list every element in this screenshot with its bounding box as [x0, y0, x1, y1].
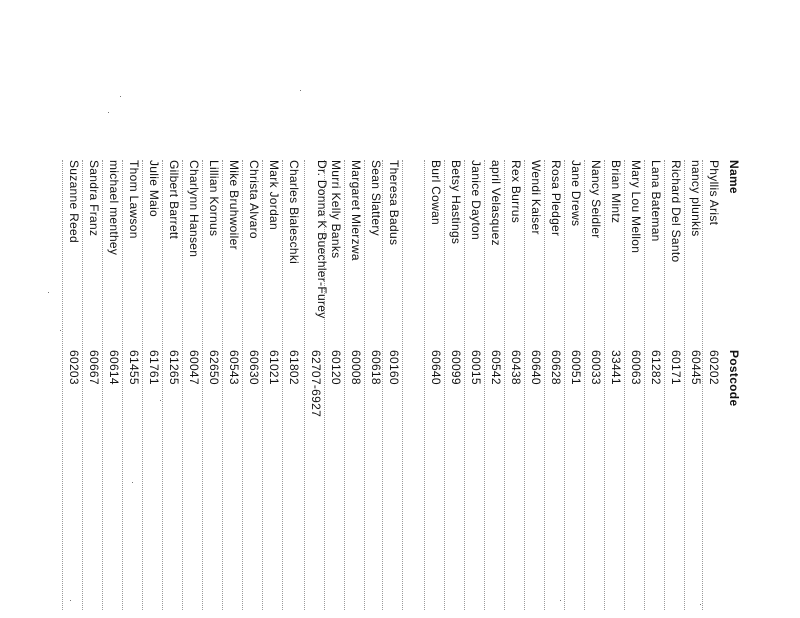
- row-name: Lillian Kornus: [207, 160, 221, 237]
- scan-speck: [120, 96, 121, 97]
- table-row: [527, 160, 545, 610]
- table-row: [65, 160, 83, 610]
- scan-speck: [160, 400, 161, 401]
- row-postcode: 60099: [449, 350, 463, 385]
- row-postcode: 60618: [369, 350, 383, 385]
- table-row: [245, 160, 263, 610]
- row-postcode: 60667: [87, 350, 101, 385]
- contact-table: [43, 160, 743, 610]
- row-postcode: 62650: [207, 350, 221, 385]
- row-postcode: 60445: [689, 350, 703, 385]
- row-name: Julie Maio: [147, 160, 161, 218]
- row-name: Rex Burrus: [509, 160, 523, 224]
- table-row: [85, 160, 103, 610]
- scan-speck: [70, 600, 71, 601]
- row-name: Christa Alvaro: [247, 160, 261, 239]
- row-name: Mark Jordan: [267, 160, 281, 230]
- row-name: Lana Bateman: [649, 160, 663, 242]
- row-postcode: 60120: [329, 350, 343, 385]
- row-postcode: 60202: [707, 350, 721, 385]
- row-name: nancy plunkis: [689, 160, 703, 237]
- row-postcode: 60614: [107, 350, 121, 385]
- row-postcode: 61455: [127, 350, 141, 385]
- table-row: [507, 160, 525, 610]
- row-postcode: 61761: [147, 350, 161, 385]
- row-postcode: 62707-6927: [309, 350, 323, 418]
- table-row: [205, 160, 223, 610]
- row-name: Gilbert Barrett: [167, 160, 181, 240]
- row-postcode: 61265: [167, 350, 181, 385]
- row-postcode: 60047: [187, 350, 201, 385]
- table-row: [627, 160, 645, 610]
- table-row: [145, 160, 163, 610]
- table-row: [427, 160, 445, 610]
- row-name: Sean Slattery: [369, 160, 383, 236]
- row-divider: [424, 160, 425, 610]
- row-name: Charlynn Hansen: [187, 160, 201, 258]
- table-row: [487, 160, 505, 610]
- row-name: Betsy Hastings: [449, 160, 463, 245]
- table-row: [447, 160, 465, 610]
- table-row: [347, 160, 365, 610]
- row-name: Phyllis Arist: [707, 160, 721, 226]
- row-postcode: 60628: [549, 350, 563, 385]
- table-row: [367, 160, 385, 610]
- row-name: Mary Lou Mellon: [629, 160, 643, 254]
- row-name: Theresa Badus: [387, 160, 401, 246]
- table-row: [385, 160, 403, 610]
- row-postcode: 61021: [267, 350, 281, 385]
- table-row: [607, 160, 625, 610]
- row-divider: [304, 160, 305, 610]
- row-postcode: 60051: [569, 350, 583, 385]
- scan-speck: [700, 604, 701, 605]
- row-postcode: 61282: [649, 350, 663, 385]
- table-row: [647, 160, 665, 610]
- row-name: Margaret Mierzwa: [349, 160, 363, 261]
- row-name: Thom Lawson: [127, 160, 141, 239]
- row-name: Wendi Kaiser: [529, 160, 543, 235]
- row-name: Richard Del Santo: [669, 160, 683, 263]
- row-divider: [62, 160, 63, 610]
- row-name: michael menthey: [107, 160, 121, 256]
- row-postcode: 60542: [489, 350, 503, 385]
- table-row: [547, 160, 565, 610]
- table-row: [185, 160, 203, 610]
- table-row: [165, 160, 183, 610]
- header-postcode: Postcode: [727, 350, 741, 407]
- table-row: [405, 160, 423, 610]
- row-name: Burl Cowan: [429, 160, 443, 226]
- table-header: [725, 160, 743, 610]
- table-row: [327, 160, 345, 610]
- row-postcode: 60008: [349, 350, 363, 385]
- row-name: Suzanne Reed: [67, 160, 81, 243]
- row-postcode: 61802: [287, 350, 301, 385]
- scan-speck: [48, 292, 49, 293]
- row-postcode: 60438: [509, 350, 523, 385]
- row-name: Sandra Franz: [87, 160, 101, 237]
- scan-speck: [60, 330, 61, 331]
- header-name: Name: [727, 160, 741, 194]
- row-postcode: 60203: [67, 350, 81, 385]
- table-row: [687, 160, 705, 610]
- row-postcode: 60160: [387, 350, 401, 385]
- row-postcode: 60543: [227, 350, 241, 385]
- table-row: [125, 160, 143, 610]
- table-row: [307, 160, 329, 610]
- table-row: [667, 160, 685, 610]
- row-postcode: 60171: [669, 350, 683, 385]
- row-name: Brian Mintz: [609, 160, 623, 224]
- table-row: [705, 160, 723, 610]
- table-row: [587, 160, 605, 610]
- row-name: Jane Drews: [569, 160, 583, 227]
- table-row: [105, 160, 123, 610]
- table-row: [265, 160, 283, 610]
- table-row: [567, 160, 585, 610]
- row-name: Mike Bruhwoiler: [227, 160, 241, 250]
- row-name: Charles Bialeschki: [287, 160, 301, 265]
- scan-speck: [560, 600, 561, 601]
- row-postcode: 60015: [469, 350, 483, 385]
- row-postcode: 33441: [609, 350, 623, 385]
- scan-speck: [132, 482, 133, 483]
- table-row: [467, 160, 485, 610]
- row-name: april Velasquez: [489, 160, 503, 246]
- table-row: [225, 160, 243, 610]
- row-postcode: 60640: [429, 350, 443, 385]
- row-name: Nancy Seidler: [589, 160, 603, 239]
- scan-speck: [108, 112, 109, 113]
- table-row: [285, 160, 303, 610]
- row-postcode: 60033: [589, 350, 603, 385]
- row-name: Rosa Pledger: [549, 160, 563, 237]
- row-name: Dr. Donna K Buechler-Furey: [315, 160, 329, 319]
- row-name: Murri Kelly Banks: [329, 160, 343, 259]
- row-name: Janice Dayton: [469, 160, 483, 240]
- row-postcode: 60640: [529, 350, 543, 385]
- scan-speck: [300, 90, 301, 91]
- row-postcode: 60630: [247, 350, 261, 385]
- row-postcode: 60063: [629, 350, 643, 385]
